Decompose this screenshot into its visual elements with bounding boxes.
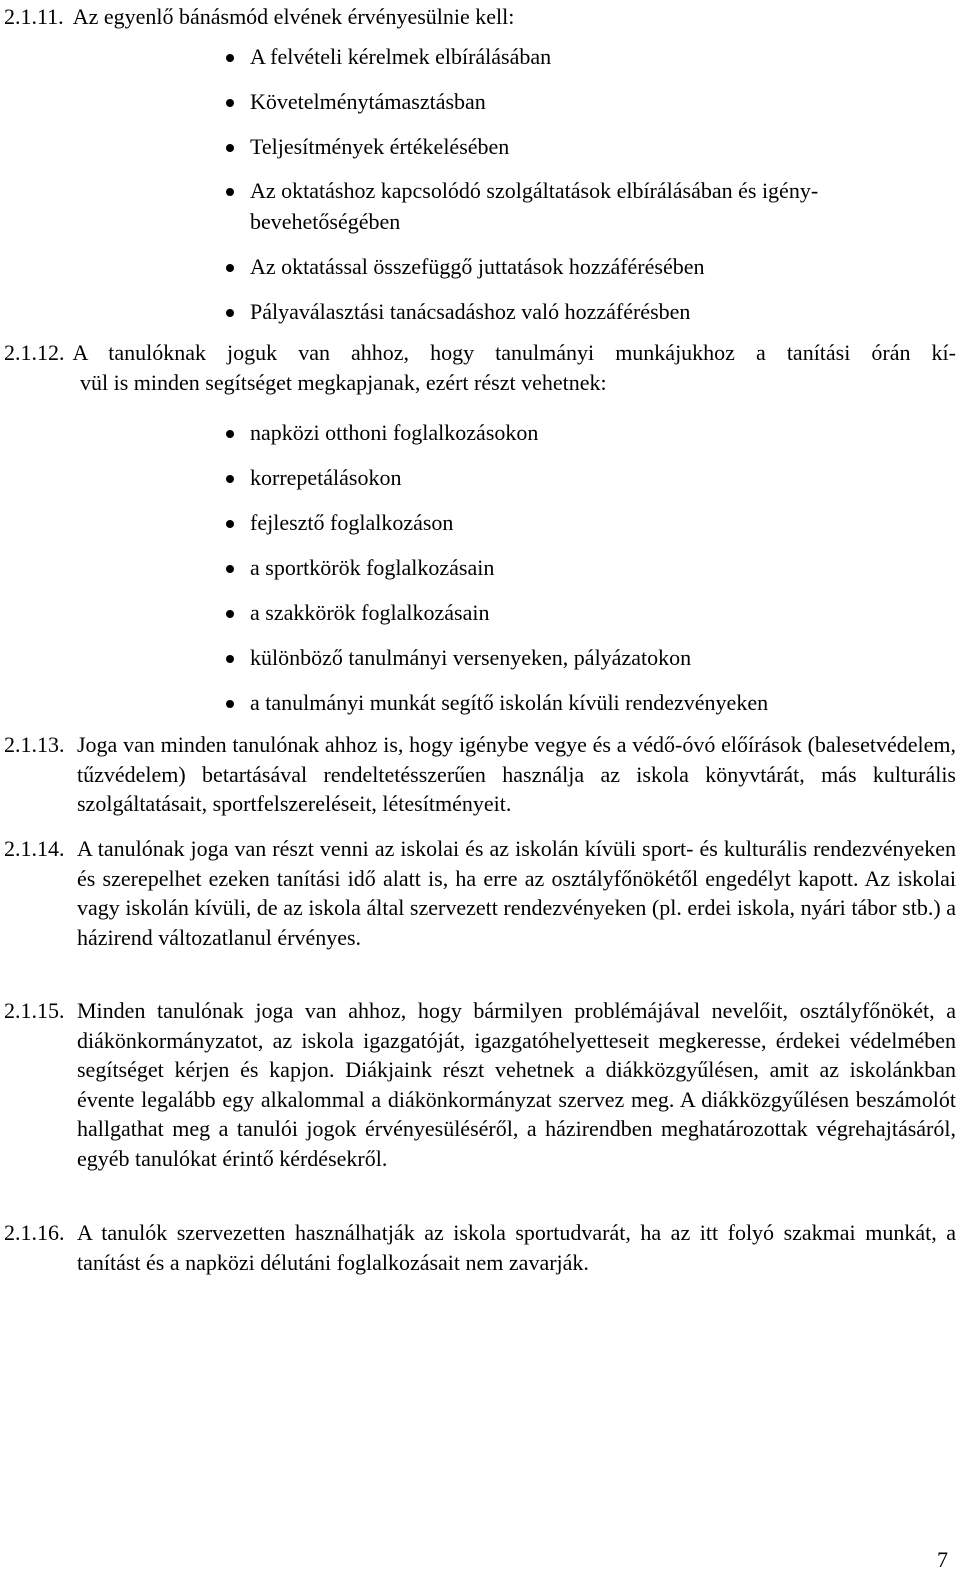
list-item: különböző tanulmányi versenyeken, pályázatokon [226, 643, 946, 688]
section-2-1-14 [4, 834, 956, 952]
bullet-icon [226, 655, 234, 663]
section-text: Az egyenlő bánásmód elvének érvényesülnie kell: [72, 4, 515, 29]
list-item: napközi otthoni foglalkozásokon [226, 418, 946, 463]
section-number: 2.1.13. [4, 732, 65, 757]
list-item: Pályaválasztási tanácsadáshoz való hozzáférésben [226, 297, 946, 327]
bullet-icon [226, 700, 234, 708]
bullet-icon [226, 54, 234, 62]
bullet-icon [226, 430, 234, 438]
section-2-1-15 [4, 996, 956, 1173]
bullet-icon [226, 99, 234, 107]
list-item: a sportkörök foglalkozásain [226, 553, 946, 598]
section-text-line-1: A tanulóknak joguk van ahhoz, hogy tanulmányi munkájukhoz a tanítási órán kí- [72, 340, 956, 365]
bullet-icon [226, 520, 234, 528]
list-item: a szakkörök foglalkozásain [226, 598, 946, 643]
list-item: Teljesítmények értékelésében [226, 132, 946, 176]
list-item: a tanulmányi munkát segítő iskolán kívüli rendezvényeken [226, 688, 946, 718]
list-item: Követelménytámasztásban [226, 87, 946, 132]
bullet-icon [226, 144, 234, 152]
list-item-continuation: bevehetőségében [250, 209, 401, 234]
section-text: A tanulók szervezetten használhatják az iskola sportudvarát, ha az itt folyó szakmai munkát, a tanítást és a napközi délutáni foglalkozásait nem zavarják. [77, 1220, 956, 1275]
section-number: 2.1.11. [4, 4, 64, 29]
section-number: 2.1.12. [4, 340, 65, 365]
bullet-icon [226, 565, 234, 573]
section-2-1-13 [4, 730, 956, 819]
list-item: Az oktatáshoz kapcsolódó szolgáltatások elbírálásában és igény- [226, 176, 946, 207]
section-number: 2.1.15. [4, 998, 65, 1023]
section-2-1-16 [4, 1218, 956, 1277]
bullet-icon [226, 309, 234, 317]
list-item: korrepetálásokon [226, 463, 946, 508]
bullet-list-2-1-11 [226, 42, 946, 327]
section-2-1-12 [4, 338, 956, 397]
section-number: 2.1.14. [4, 836, 65, 861]
bullet-icon [226, 475, 234, 483]
bullet-list-2-1-12 [226, 418, 946, 718]
section-text: Joga van minden tanulónak ahhoz is, hogy igénybe vegye és a védő-óvó előírások (balesetvédelem, tűzvédelem) betartásával rendeltetésszerűen használja az iskola könyvtárát, más kulturális szolgáltatásait, sportfelszereléseit, létesítményeit. [77, 732, 956, 816]
section-number: 2.1.16. [4, 1220, 65, 1245]
list-item: Az oktatással összefüggő juttatások hozzáférésében [226, 252, 946, 297]
bullet-icon [226, 264, 234, 272]
page-number: 7 [937, 1547, 948, 1572]
section-2-1-11 [4, 2, 956, 32]
section-text-line-2: vül is minden segítséget megkapjanak, ezért részt vehetnek: [80, 369, 607, 395]
section-text: A tanulónak joga van részt venni az iskolai és az iskolán kívüli sport- és kulturális rendezvényeken és szerepelhet ezeken tanítási idő alatt is, ha erre az osztályfőnökétől engedélyt kapott. Az iskolai vagy iskolán kívüli, de az iskola által szervezett rendezvényeken (pl. erdei iskola, nyári tábor stb.) a házirend változatlanul érvényes. [77, 836, 956, 950]
list-item: A felvételi kérelmek elbírálásában [226, 42, 946, 87]
bullet-icon [226, 610, 234, 618]
bullet-icon [226, 188, 234, 196]
list-item: fejlesztő foglalkozáson [226, 508, 946, 553]
section-text: Minden tanulónak joga van ahhoz, hogy bármilyen problémájával nevelőit, osztályfőnökét, a diákönkormányzatot, az iskola igazgatóját, igazgatóhelyetteseit megkeresse, érdekei védelmében segítséget kérjen és kapjon. Diákjaink részt vehetnek a diákközgyűlésen, amit az iskolánkban évente legalább egy alkalommal a diákönkormányzat szervez meg. A diákközgyűlésen beszámolót hallgathat meg a tanulói jogok érvényesüléséről, a házirendben meghatározottak végrehajtásáról, egyéb tanulókat érintő kérdésekről. [77, 998, 956, 1171]
